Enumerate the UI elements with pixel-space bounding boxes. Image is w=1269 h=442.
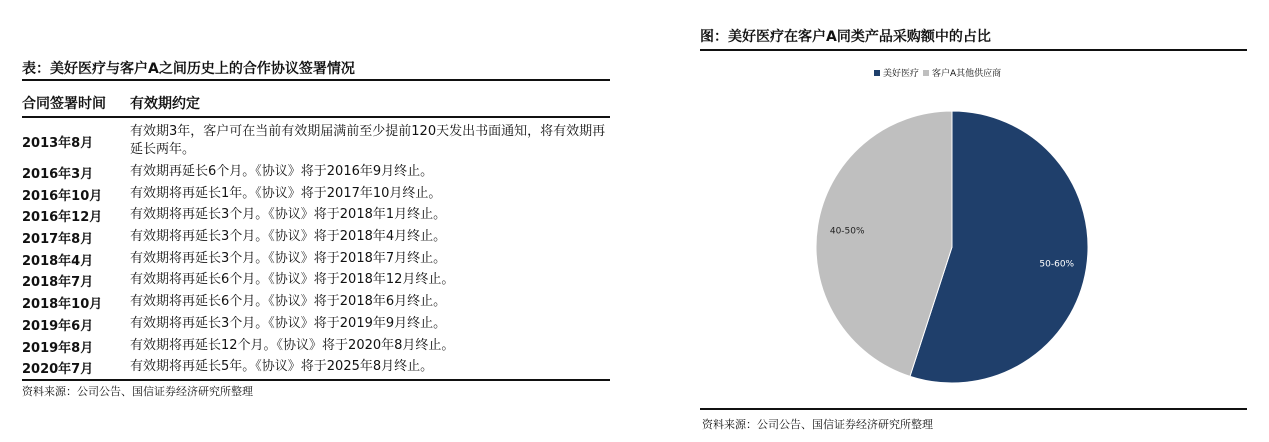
row-date: 2017年8月 <box>22 232 94 248</box>
legend-label: 美好医疗 <box>883 69 920 79</box>
pie-chart <box>700 0 1247 442</box>
header-rule <box>22 116 610 118</box>
row-description: 有效期将再延长12个月。《协议》将于2020年8月终止。 <box>130 337 455 353</box>
row-date: 2019年6月 <box>22 318 94 334</box>
row-description: 有效期将再延长3个月。《协议》将于2018年1月终止。 <box>130 207 447 223</box>
row-description: 有效期将再延长6个月。《协议》将于2018年6月终止。 <box>130 294 447 310</box>
table-title-rule <box>22 79 610 81</box>
chart-title: 图：美好医疗在客户A同类产品采购额中的占比 <box>700 29 991 45</box>
table-row <box>22 248 610 270</box>
row-date: 2016年12月 <box>22 210 103 226</box>
row-date: 2018年7月 <box>22 275 94 291</box>
table-row <box>22 226 610 248</box>
table-row <box>22 335 610 357</box>
table-row <box>22 291 610 313</box>
row-date: 2016年3月 <box>22 167 94 182</box>
table-row <box>22 161 610 183</box>
column-header-validity: 有效期约定 <box>130 96 200 112</box>
row-date: 2020年7月 <box>22 362 94 378</box>
legend-label: 客户A其他供应商 <box>932 69 1002 79</box>
agreement-table-panel <box>22 0 610 442</box>
row-date: 2018年10月 <box>22 297 103 313</box>
table-source-note: 资料来源：公司公告、国信证券经济研究所整理 <box>22 385 253 398</box>
pie-slice-label: 40-50% <box>829 226 865 237</box>
pie-chart-panel <box>700 0 1247 442</box>
row-description: 有效期将再延长3个月。《协议》将于2018年4月终止。 <box>130 229 447 245</box>
table-row <box>22 121 610 161</box>
table-row <box>22 313 610 335</box>
row-description: 有效期将再延长5年。《协议》将于2025年8月终止。 <box>130 359 434 375</box>
row-description: 有效期将再延长6个月。《协议》将于2018年12月终止。 <box>130 272 455 288</box>
table-body <box>22 121 610 378</box>
row-description: 有效期将再延长3个月。《协议》将于2019年9月终止。 <box>130 315 447 331</box>
table-row <box>22 269 610 291</box>
chart-source-note: 资料来源：公司公告、国信证券经济研究所整理 <box>702 418 933 431</box>
row-date: 2013年8月 <box>22 136 94 151</box>
table-row <box>22 204 610 226</box>
table-bottom-rule <box>22 379 610 381</box>
table-row <box>22 183 610 205</box>
row-date: 2016年10月 <box>22 188 103 204</box>
row-description: 有效期将再延长1年。《协议》将于2017年10月终止。 <box>130 185 442 201</box>
row-date: 2019年8月 <box>22 340 94 356</box>
chart-bottom-rule <box>700 408 1247 410</box>
column-header-date: 合同签署时间 <box>22 96 106 112</box>
row-description: 有效期3年，客户可在当前有效期届满前至少提前120天发出书面通知，将有效期再延长两年。 <box>130 124 606 157</box>
row-description: 有效期将再延长3个月。《协议》将于2018年7月终止。 <box>130 250 447 266</box>
row-description: 有效期再延长6个月。《协议》将于2016年9月终止。 <box>130 164 434 179</box>
row-date: 2018年4月 <box>22 253 94 269</box>
pie-slice-label: 50-60% <box>1039 259 1075 270</box>
table-title: 表：美好医疗与客户A之间历史上的合作协议签署情况 <box>22 61 355 77</box>
table-row <box>22 356 610 378</box>
